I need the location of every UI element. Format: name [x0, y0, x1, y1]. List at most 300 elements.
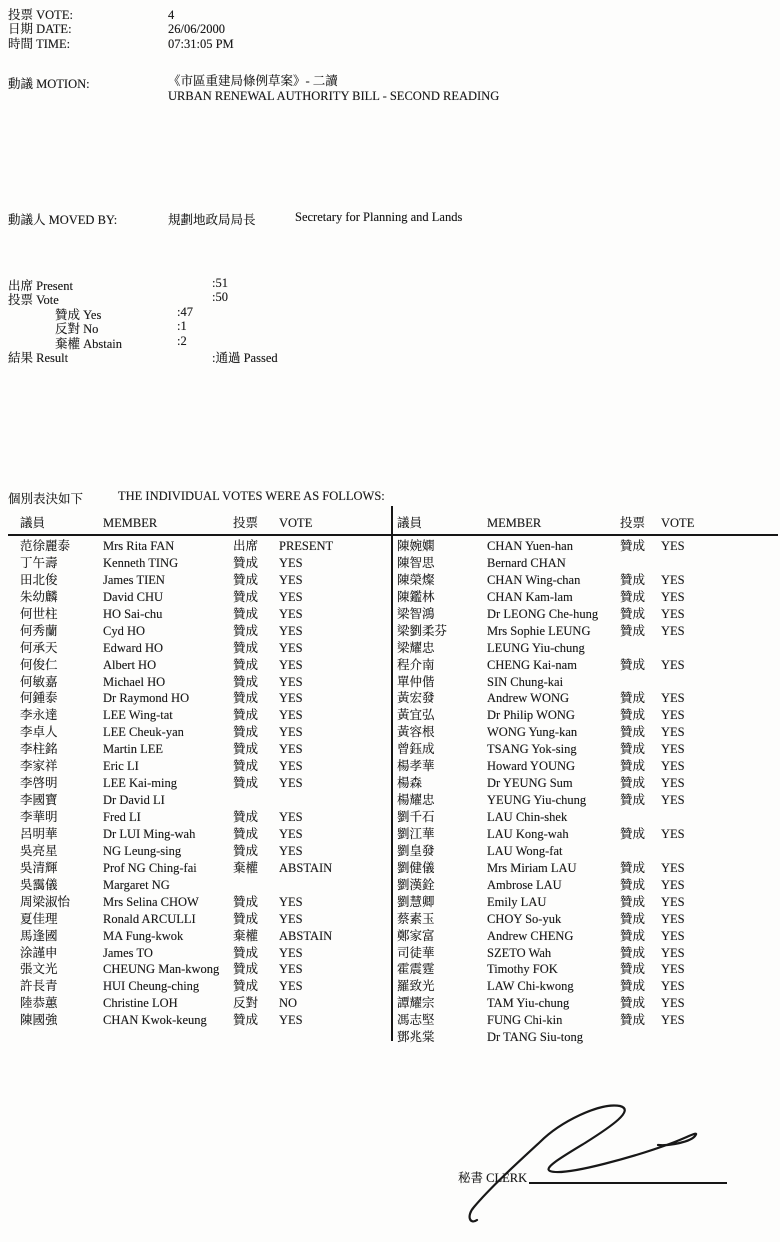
member-vote-zh: 贊成: [620, 776, 646, 791]
member-vote-en: [661, 843, 780, 860]
member-name-zh: 陳榮燦: [397, 572, 435, 587]
member-name-en: Dr Raymond HO: [103, 691, 190, 706]
vote-number-row: [8, 8, 234, 22]
member-name-en: Kenneth TING: [103, 555, 179, 570]
member-name-zh: 田北俊: [20, 572, 58, 587]
table-row: [0, 978, 388, 995]
member-name-zh: 何世柱: [20, 606, 58, 621]
member-vote-en: YES: [279, 640, 303, 655]
member-vote-en: YES: [661, 928, 685, 943]
table-row: [397, 538, 780, 555]
member-vote-zh: 棄權: [233, 928, 259, 943]
member-name-zh: 劉漢銓: [397, 877, 435, 892]
result-row: [8, 348, 408, 365]
table-row: [0, 623, 388, 640]
table-row: [0, 657, 388, 674]
member-name-zh: 譚耀宗: [397, 996, 435, 1011]
time-row: [8, 37, 234, 51]
member-vote-en: YES: [661, 691, 685, 706]
individual-votes-heading-en: THE INDIVIDUAL VOTES WERE AS FOLLOWS:: [118, 489, 385, 503]
table-row: [0, 911, 388, 928]
member-name-zh: 何承天: [20, 640, 58, 655]
table-header-right: [397, 515, 780, 532]
member-name-en: LAW Chi-kwong: [487, 979, 574, 994]
total-vote-label: 投票 Vote: [8, 293, 59, 308]
member-name-zh: 丁午壽: [20, 555, 58, 570]
member-name-en: CHOY So-yuk: [487, 911, 562, 926]
table-column-divider: [391, 506, 393, 1041]
member-name-en: Dr YEUNG Sum: [487, 776, 573, 791]
time-value: 07:31:05 PM: [168, 36, 234, 51]
member-name-en: HO Sai-chu: [103, 606, 163, 621]
member-vote-zh: 贊成: [620, 962, 646, 977]
member-name-zh: 吳靄儀: [20, 877, 58, 892]
member-name-zh: 何敏嘉: [20, 674, 58, 689]
member-vote-en: YES: [661, 894, 685, 909]
member-vote-zh: 贊成: [233, 606, 259, 621]
member-name-zh: 蔡素玉: [397, 911, 435, 926]
member-name-zh: 夏佳理: [20, 911, 58, 926]
present-row: [8, 276, 408, 293]
member-name-zh: 曾鈺成: [397, 742, 435, 757]
member-vote-zh: 贊成: [620, 945, 646, 960]
member-vote-en: YES: [661, 793, 685, 808]
member-name-en: Ambrose LAU: [487, 877, 562, 892]
member-vote-en: [279, 792, 388, 809]
member-vote-zh: 贊成: [620, 996, 646, 1011]
member-vote-zh: 贊成: [233, 826, 259, 841]
member-name-en: Mrs Selina CHOW: [103, 894, 199, 909]
member-vote-en: YES: [279, 945, 303, 960]
no-value: :1: [177, 319, 187, 334]
member-vote-zh: 贊成: [620, 759, 646, 774]
table-row: [0, 606, 388, 623]
member-vote-zh: 贊成: [233, 725, 259, 740]
member-vote-zh: 贊成: [233, 979, 259, 994]
member-vote-en: YES: [661, 759, 685, 774]
member-name-zh: 程介南: [397, 657, 435, 672]
moved-by-value-zh: 規劃地政局局長: [168, 213, 256, 227]
table-row: [397, 928, 780, 945]
motion-title-zh: 《市區重建局條例草案》- 二讀: [168, 74, 338, 88]
result-label: 結果 Result: [8, 350, 69, 365]
member-name-zh: 楊森: [397, 776, 423, 791]
member-name-en: Albert HO: [103, 657, 157, 672]
present-value: :51: [212, 276, 228, 290]
member-name-zh: 李卓人: [20, 725, 58, 740]
member-name-zh: 朱幼麟: [20, 589, 58, 604]
table-row: [0, 945, 388, 962]
member-name-en: SZETO Wah: [487, 945, 552, 960]
member-name-zh: 黃容根: [397, 725, 435, 740]
member-vote-zh: 贊成: [620, 657, 646, 672]
vote-number-label: 投票 VOTE:: [8, 8, 73, 22]
member-vote-en: YES: [661, 589, 685, 604]
member-vote-zh: [620, 674, 661, 691]
member-vote-zh: 贊成: [620, 725, 646, 740]
member-vote-en: YES: [279, 776, 303, 791]
member-name-en: CHAN Yuen-han: [487, 539, 573, 553]
table-row: [397, 978, 780, 995]
member-vote-en: YES: [279, 810, 303, 824]
member-vote-zh: 贊成: [233, 742, 259, 757]
table-row: [397, 690, 780, 707]
member-name-en: Dr LEONG Che-hung: [487, 606, 599, 621]
member-name-en: LEE Cheuk-yan: [103, 725, 184, 740]
member-vote-zh: 贊成: [620, 826, 646, 841]
member-name-en: Bernard CHAN: [487, 555, 566, 570]
col-member-zh: 議員: [397, 516, 423, 530]
member-vote-en: YES: [279, 623, 303, 638]
member-vote-en: ABSTAIN: [279, 928, 333, 943]
member-name-zh: 梁智鴻: [397, 606, 435, 621]
table-row: [0, 640, 388, 657]
member-vote-zh: [620, 809, 661, 826]
member-name-zh: 涂謹申: [20, 945, 58, 960]
member-name-zh: 劉皇發: [397, 843, 435, 858]
member-vote-en: YES: [661, 826, 685, 841]
member-vote-en: YES: [661, 979, 685, 994]
individual-votes-table: [0, 512, 780, 1052]
total-vote-row: [8, 290, 408, 308]
member-vote-zh: 贊成: [233, 640, 259, 655]
motion-label: 動議 MOTION:: [8, 77, 90, 91]
member-name-en: CHAN Kam-lam: [487, 589, 573, 604]
member-name-en: LAU Wong-fat: [487, 843, 563, 858]
member-name-zh: 李華明: [20, 810, 58, 824]
table-row: [0, 572, 388, 589]
table-rows-right: [397, 538, 780, 1046]
member-vote-zh: 贊成: [233, 623, 259, 638]
table-row: [397, 606, 780, 623]
member-vote-en: YES: [279, 708, 303, 723]
member-name-zh: 楊孝華: [397, 759, 435, 774]
motion-title-en: URBAN RENEWAL AUTHORITY BILL - SECOND READING: [168, 89, 500, 103]
table-row: [397, 826, 780, 843]
yes-value: :47: [177, 304, 193, 319]
clerk-signature: [420, 1093, 720, 1233]
member-vote-zh: 贊成: [233, 674, 259, 689]
table-row: [397, 623, 780, 640]
table-row: [397, 1012, 780, 1029]
member-name-zh: 呂明華: [20, 826, 58, 841]
member-vote-zh: 贊成: [233, 708, 259, 723]
member-name-en: Ronald ARCULLI: [103, 911, 196, 926]
member-vote-zh: [620, 843, 661, 860]
member-name-en: LEE Wing-tat: [103, 708, 173, 723]
member-vote-en: YES: [279, 1013, 303, 1028]
table-row: [0, 707, 388, 724]
member-name-zh: 李家祥: [20, 759, 58, 774]
member-vote-en: PRESENT: [279, 539, 334, 553]
table-row: [0, 724, 388, 741]
moved-by-label: 動議人 MOVED BY:: [8, 213, 118, 227]
member-vote-zh: 贊成: [233, 1013, 259, 1028]
member-name-en: Andrew CHENG: [487, 928, 574, 943]
individual-votes-heading: [8, 489, 385, 507]
member-name-en: LAU Chin-shek: [487, 810, 568, 824]
member-name-zh: 陳智思: [397, 555, 435, 570]
member-name-zh: 何俊仁: [20, 657, 58, 672]
member-vote-en: YES: [279, 979, 303, 994]
member-vote-zh: 贊成: [233, 759, 259, 774]
member-vote-en: YES: [279, 911, 303, 926]
member-vote-zh: 贊成: [233, 657, 259, 672]
member-vote-en: YES: [279, 657, 303, 672]
member-name-en: Mrs Rita FAN: [103, 539, 175, 553]
result-value: :通過 Passed: [212, 350, 278, 365]
member-vote-en: [661, 555, 780, 572]
member-vote-en: YES: [279, 843, 303, 858]
member-vote-en: [661, 640, 780, 657]
member-name-en: Mrs Miriam LAU: [487, 860, 577, 875]
member-name-zh: 鄭家富: [397, 928, 435, 943]
table-row: [0, 1012, 388, 1029]
member-name-zh: 劉健儀: [397, 860, 435, 875]
member-vote-en: YES: [661, 962, 685, 977]
member-name-zh: 劉慧卿: [397, 894, 435, 909]
member-vote-en: [279, 877, 388, 894]
member-name-zh: 何鍾泰: [20, 691, 58, 706]
member-vote-en: YES: [279, 589, 303, 604]
member-name-zh: 范徐麗泰: [20, 539, 71, 553]
member-vote-en: YES: [279, 606, 303, 621]
member-name-en: Christine LOH: [103, 996, 178, 1011]
member-vote-zh: 贊成: [620, 589, 646, 604]
member-name-en: MA Fung-kwok: [103, 928, 184, 943]
member-name-en: LEUNG Yiu-chung: [487, 640, 585, 655]
member-vote-en: YES: [279, 572, 303, 587]
col-member-zh: 議員: [20, 516, 46, 530]
member-name-zh: 許長青: [20, 979, 58, 994]
table-row: [0, 961, 388, 978]
table-row: [397, 1029, 780, 1046]
member-name-en: NG Leung-sing: [103, 843, 182, 858]
member-name-zh: 楊耀忠: [397, 793, 435, 808]
abstain-row: [8, 333, 408, 351]
member-name-en: TSANG Yok-sing: [487, 742, 577, 757]
member-name-zh: 單仲偕: [397, 674, 435, 689]
member-name-zh: 羅致光: [397, 979, 435, 994]
member-vote-zh: 贊成: [620, 877, 646, 892]
member-name-zh: 鄧兆棠: [397, 1030, 435, 1045]
time-label: 時間 TIME:: [8, 36, 71, 51]
member-vote-en: YES: [279, 742, 303, 757]
col-vote-en: VOTE: [279, 516, 313, 530]
moved-by-value-en: Secretary for Planning and Lands: [295, 210, 463, 224]
member-vote-en: YES: [661, 945, 685, 960]
member-name-en: CHEUNG Man-kwong: [103, 962, 220, 977]
member-name-zh: 吳亮星: [20, 843, 58, 858]
moved-by-section: [8, 210, 462, 228]
member-name-zh: 馬逢國: [20, 928, 58, 943]
member-vote-zh: 贊成: [233, 962, 259, 977]
col-vote-en: VOTE: [661, 516, 695, 530]
table-row: [397, 775, 780, 792]
member-vote-en: YES: [661, 606, 685, 621]
member-vote-zh: 出席: [233, 539, 259, 553]
member-vote-en: YES: [279, 759, 303, 774]
member-vote-en: YES: [279, 894, 303, 909]
table-row: [397, 555, 780, 572]
member-name-en: Michael HO: [103, 674, 166, 689]
member-vote-zh: 贊成: [620, 606, 646, 621]
member-name-en: LAU Kong-wah: [487, 826, 569, 841]
member-name-en: FUNG Chi-kin: [487, 1013, 563, 1028]
table-row: [397, 843, 780, 860]
member-name-zh: 劉江華: [397, 826, 435, 841]
member-name-en: WONG Yung-kan: [487, 725, 578, 740]
clerk-label: 秘書 CLERK: [458, 1171, 528, 1185]
member-vote-zh: 贊成: [233, 843, 259, 858]
member-name-en: James TO: [103, 945, 153, 960]
table-header-rule: [8, 534, 778, 536]
table-row: [397, 640, 780, 657]
member-vote-zh: 贊成: [620, 911, 646, 926]
document-meta: [8, 8, 234, 51]
date-value: 26/06/2000: [168, 22, 225, 37]
member-vote-en: YES: [279, 555, 303, 570]
member-vote-zh: 贊成: [620, 742, 646, 757]
member-vote-en: [661, 674, 780, 691]
member-name-en: Emily LAU: [487, 894, 547, 909]
member-name-zh: 黃宏發: [397, 691, 435, 706]
col-member-en: MEMBER: [103, 516, 158, 530]
member-vote-zh: 贊成: [233, 589, 259, 604]
member-vote-en: YES: [661, 1013, 685, 1028]
table-row: [0, 809, 388, 826]
member-vote-zh: 贊成: [233, 810, 259, 824]
member-vote-en: YES: [661, 742, 685, 757]
member-name-en: Dr TANG Siu-tong: [487, 1030, 583, 1045]
member-vote-zh: 贊成: [233, 911, 259, 926]
table-row: [397, 674, 780, 691]
member-name-zh: 陸恭蕙: [20, 996, 58, 1011]
member-name-en: YEUNG Yiu-chung: [487, 793, 587, 808]
member-vote-en: YES: [661, 623, 685, 638]
member-name-en: Dr LUI Ming-wah: [103, 826, 196, 841]
member-name-en: Fred LI: [103, 810, 141, 824]
table-row: [397, 860, 780, 877]
member-name-en: Margaret NG: [103, 877, 170, 892]
member-name-en: HUI Cheung-ching: [103, 979, 200, 994]
member-vote-zh: 贊成: [620, 572, 646, 587]
member-name-zh: 梁耀忠: [397, 640, 435, 655]
table-row: [397, 877, 780, 894]
no-label: 反對 No: [55, 322, 99, 337]
present-label: 出席 Present: [8, 279, 73, 293]
member-name-zh: 陳國強: [20, 1013, 58, 1028]
member-vote-en: YES: [661, 877, 685, 892]
member-vote-en: YES: [661, 776, 685, 791]
table-row: [0, 792, 388, 809]
member-vote-en: [661, 809, 780, 826]
abstain-label: 棄權 Abstain: [55, 336, 123, 351]
member-name-zh: 李柱銘: [20, 742, 58, 757]
member-name-zh: 何秀蘭: [20, 623, 58, 638]
member-name-en: Prof NG Ching-fai: [103, 860, 197, 875]
member-vote-en: YES: [279, 725, 303, 740]
table-row: [397, 792, 780, 809]
table-header-left: [0, 515, 388, 532]
member-name-en: Dr Philip WONG: [487, 708, 575, 723]
table-row: [0, 758, 388, 775]
member-name-zh: 霍震霆: [397, 962, 435, 977]
member-vote-zh: 贊成: [620, 793, 646, 808]
member-vote-zh: 贊成: [620, 894, 646, 909]
member-name-en: Martin LEE: [103, 742, 164, 757]
table-row: [0, 894, 388, 911]
member-name-en: Eric LI: [103, 759, 139, 774]
table-row: [0, 555, 388, 572]
member-name-en: CHAN Kwok-keung: [103, 1013, 207, 1028]
member-vote-zh: [620, 640, 661, 657]
total-vote-value: :50: [212, 290, 228, 305]
member-vote-zh: 反對: [233, 996, 259, 1011]
member-name-zh: 李永達: [20, 708, 58, 723]
member-name-zh: 梁劉柔芬: [397, 623, 448, 638]
member-name-en: James TIEN: [103, 572, 165, 587]
member-name-en: David CHU: [103, 589, 164, 604]
table-row: [397, 572, 780, 589]
member-vote-zh: 贊成: [620, 979, 646, 994]
table-row: [397, 809, 780, 826]
member-name-zh: 馮志堅: [397, 1013, 435, 1028]
member-vote-zh: 贊成: [620, 539, 646, 553]
member-vote-zh: 贊成: [620, 691, 646, 706]
member-vote-en: YES: [279, 674, 303, 689]
member-vote-en: YES: [661, 657, 685, 672]
date-row: [8, 22, 234, 36]
member-vote-en: NO: [279, 996, 298, 1011]
table-row: [397, 741, 780, 758]
member-vote-en: YES: [661, 996, 685, 1011]
motion-section: [8, 74, 499, 104]
member-name-en: Timothy FOK: [487, 962, 558, 977]
member-name-en: CHAN Wing-chan: [487, 572, 581, 587]
table-row: [397, 758, 780, 775]
member-name-en: Andrew WONG: [487, 691, 570, 706]
table-row: [397, 961, 780, 978]
table-row: [0, 538, 388, 555]
member-vote-en: YES: [661, 572, 685, 587]
member-vote-en: YES: [661, 860, 685, 875]
abstain-value: :2: [177, 333, 187, 348]
member-vote-en: YES: [661, 708, 685, 723]
table-row: [0, 589, 388, 606]
member-name-zh: 張文光: [20, 962, 58, 977]
member-name-en: Dr David LI: [103, 793, 165, 808]
member-vote-en: YES: [279, 691, 303, 706]
table-row: [397, 707, 780, 724]
member-vote-zh: 贊成: [233, 894, 259, 909]
member-vote-zh: 棄權: [233, 860, 259, 875]
motion-text: [168, 74, 499, 104]
member-vote-zh: 贊成: [620, 1013, 646, 1028]
table-row: [397, 894, 780, 911]
table-row: [397, 589, 780, 606]
table-row: [0, 741, 388, 758]
yes-row: [8, 304, 408, 322]
date-label: 日期 DATE:: [8, 22, 72, 37]
member-name-zh: 陳鑑林: [397, 589, 435, 604]
member-vote-en: YES: [661, 725, 685, 740]
member-vote-zh: 贊成: [233, 691, 259, 706]
member-vote-zh: 贊成: [620, 860, 646, 875]
member-vote-zh: [233, 877, 279, 894]
member-vote-zh: [620, 555, 661, 572]
table-row: [0, 928, 388, 945]
